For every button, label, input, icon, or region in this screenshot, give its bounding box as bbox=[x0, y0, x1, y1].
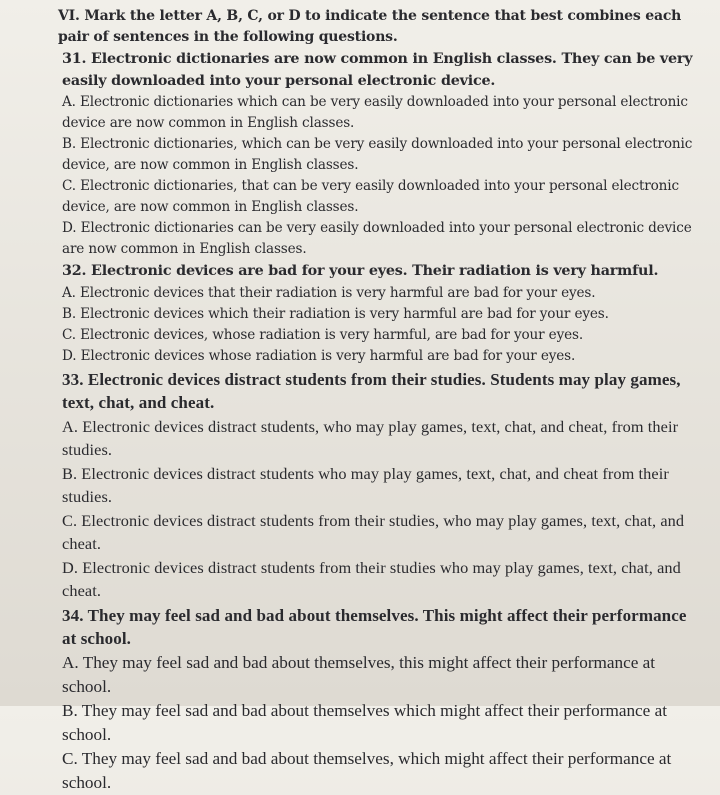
question-31 bbox=[62, 49, 694, 260]
question-stem: 32. Electronic devices are bad for your eyes. Their radiation is very harmful. bbox=[62, 263, 659, 279]
option-c: C. They may feel sad and bad about themselves, which might affect their performance at school. bbox=[62, 748, 672, 792]
option-a: A. Electronic devices that their radiation is very harmful are bad for your eyes. bbox=[62, 284, 596, 301]
question-32 bbox=[62, 261, 694, 367]
option-b: B. Electronic devices distract students who may play games, text, chat, and cheat from their studies. bbox=[62, 463, 669, 506]
option-a: A. Electronic devices distract students, who may play games, text, chat, and cheat, from their studies. bbox=[62, 416, 679, 459]
option-b: B. They may feel sad and bad about themselves which might affect their performance at school. bbox=[62, 700, 668, 744]
question-33 bbox=[62, 368, 694, 603]
section-instruction: VI. Mark the letter A, B, C, or D to indicate the sentence that best combines each pair of sentences in the following questions. bbox=[58, 8, 682, 45]
question-stem: 31. Electronic dictionaries are now common in English classes. They can be very easily downloaded into your personal electronic device. bbox=[62, 51, 693, 89]
question-stem: 34. They may feel sad and bad about themselves. This might affect their performance at school. bbox=[62, 605, 687, 648]
option-a: A. Electronic dictionaries which can be very easily downloaded into your personal electronic device are now common in English classes. bbox=[62, 94, 688, 131]
option-d: D. Electronic devices distract students from their studies who may play games, text, chat, and cheat. bbox=[62, 557, 681, 600]
option-b: B. Electronic devices which their radiation is very harmful are bad for your eyes. bbox=[62, 305, 609, 322]
option-b: B. Electronic dictionaries, which can be very easily downloaded into your personal electronic device, are now common in English classes. bbox=[62, 136, 693, 173]
option-c: C. Electronic devices distract students from their studies, who may play games, text, chat, and cheat. bbox=[62, 510, 685, 553]
option-a: A. They may feel sad and bad about themselves, this might affect their performance at school. bbox=[62, 652, 656, 696]
question-stem: 33. Electronic devices distract students from their studies. Students may play games, text, chat, and cheat. bbox=[62, 369, 681, 412]
option-d: D. Electronic dictionaries can be very easily downloaded into your personal electronic device are now common in English classes. bbox=[62, 220, 692, 257]
option-c: C. Electronic dictionaries, that can be very easily downloaded into your personal electronic device, are now common in English classes. bbox=[62, 178, 679, 215]
option-c: C. Electronic devices, whose radiation is very harmful, are bad for your eyes. bbox=[62, 326, 583, 343]
question-34 bbox=[62, 604, 694, 795]
option-d: D. Electronic devices whose radiation is very harmful are bad for your eyes. bbox=[62, 347, 576, 364]
